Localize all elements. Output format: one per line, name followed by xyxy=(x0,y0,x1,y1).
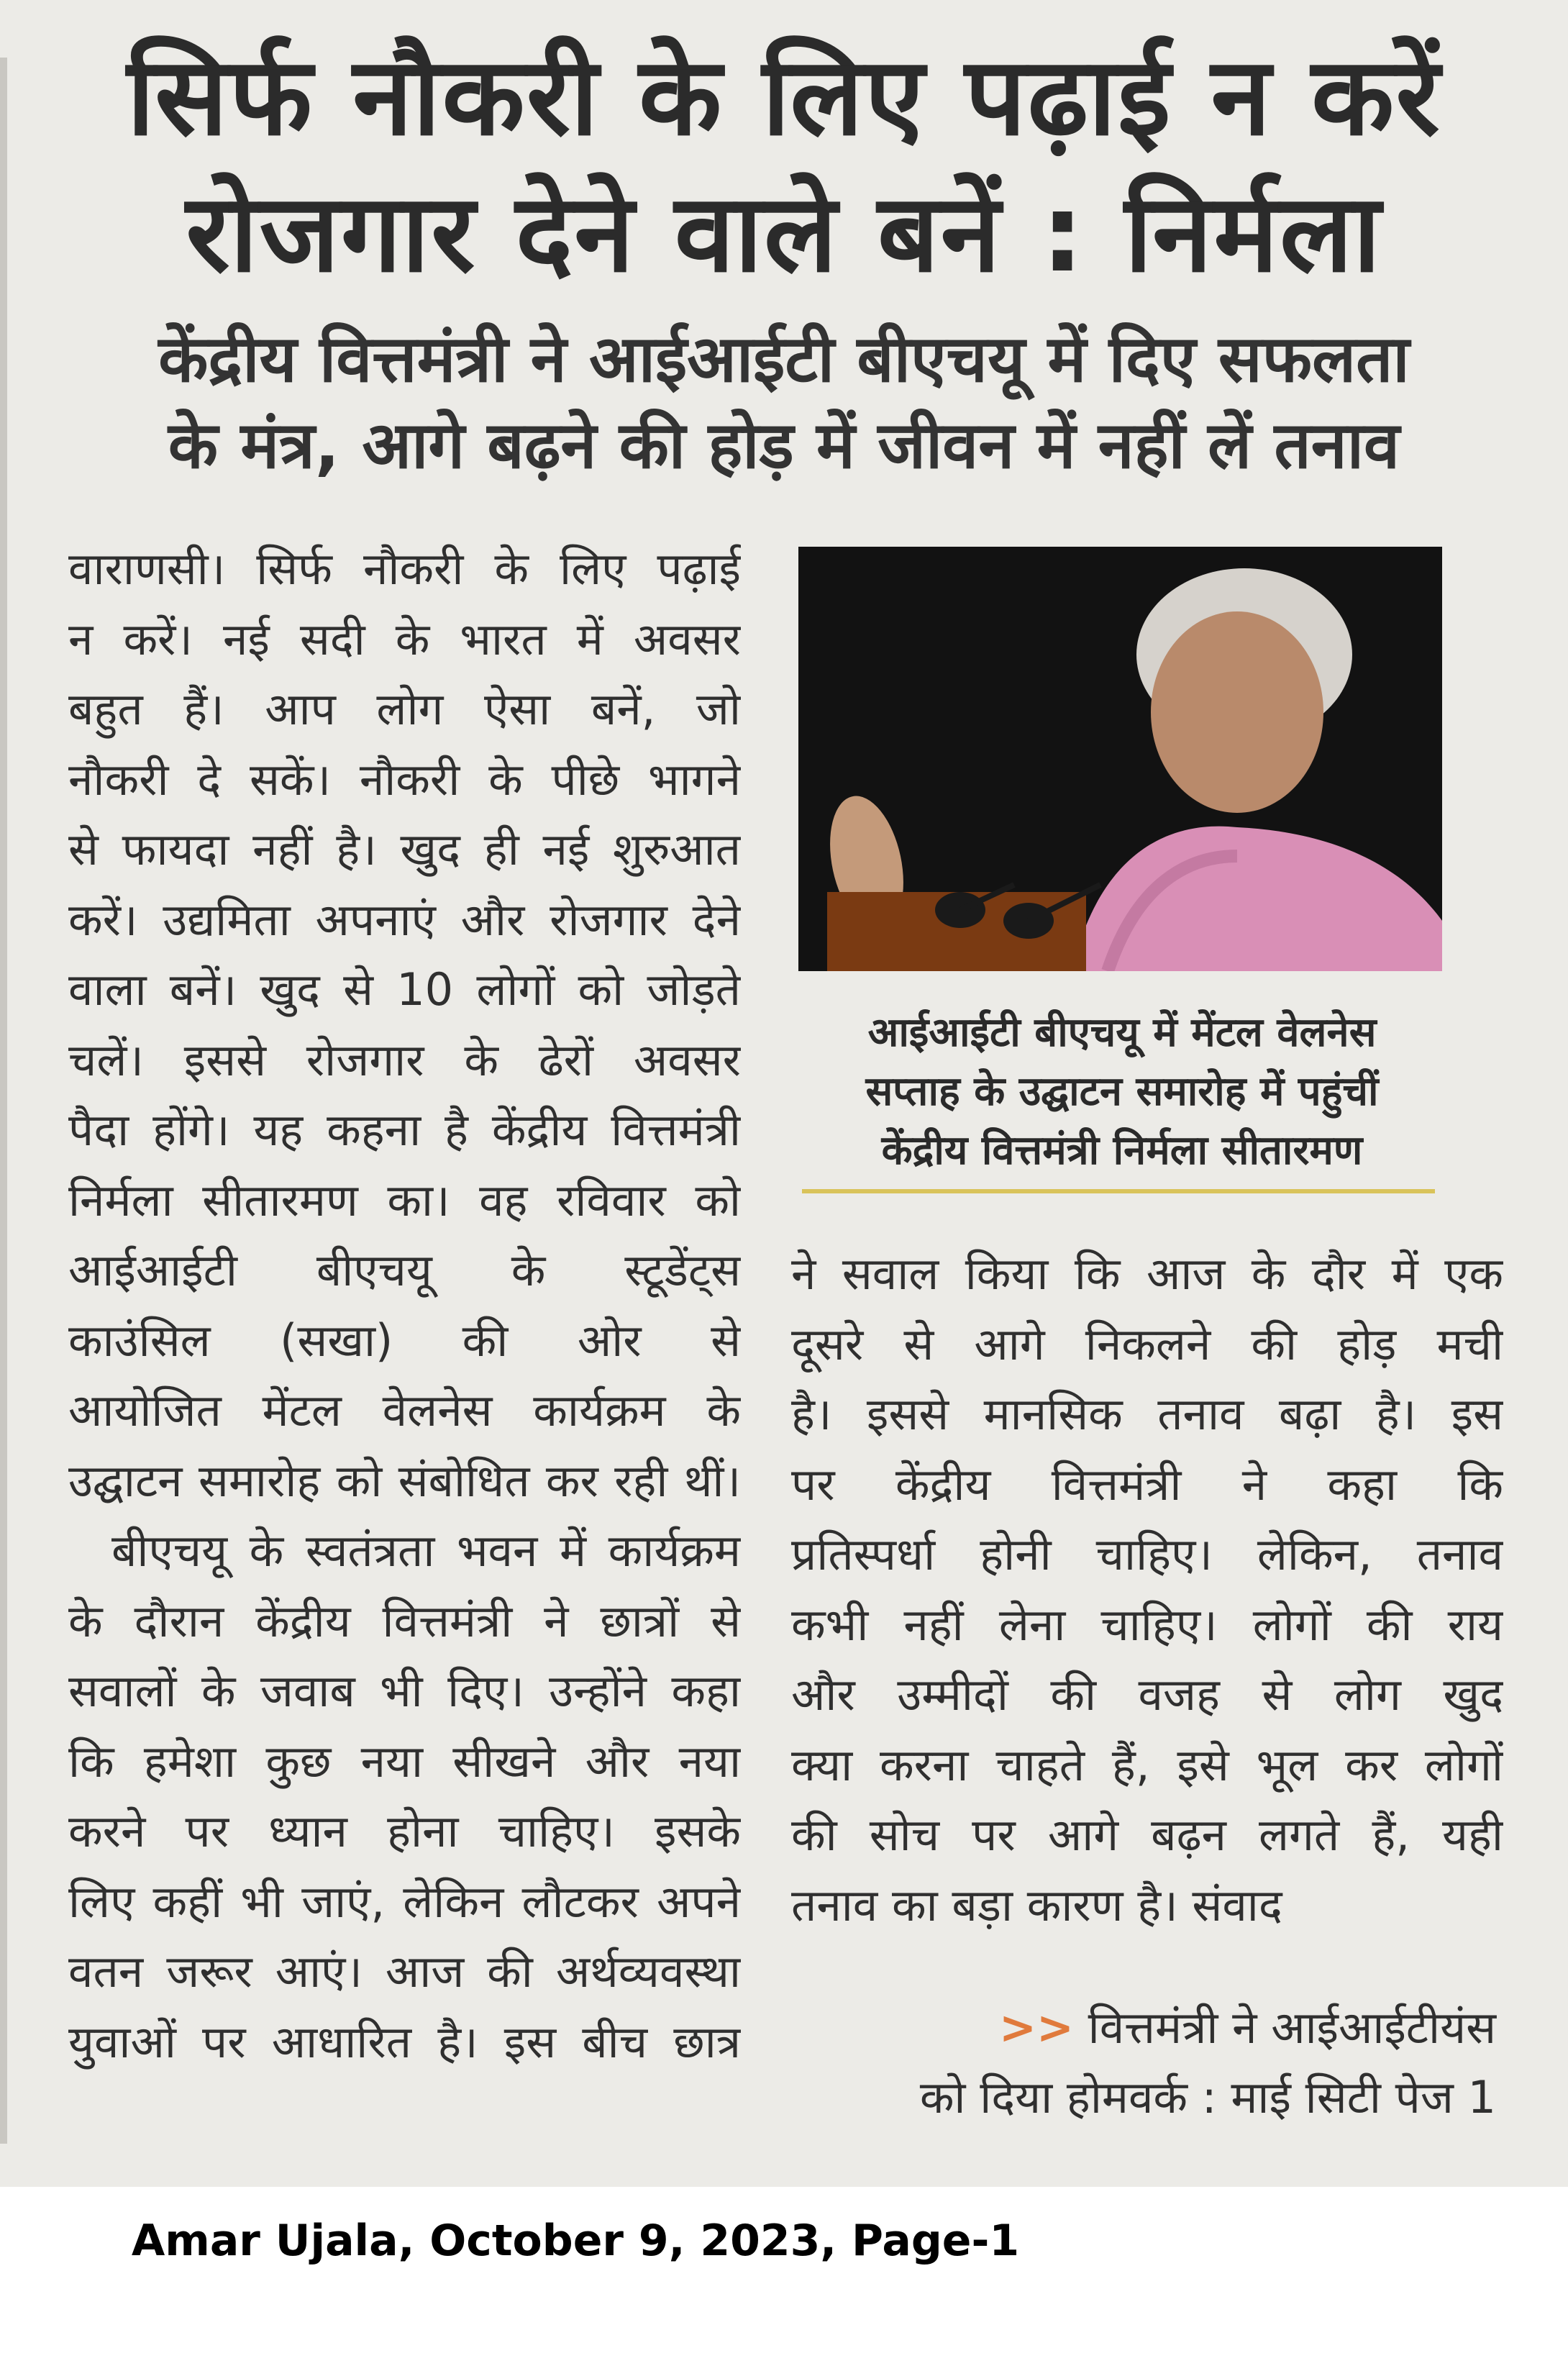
cross-reference-text-2: को दिया होमवर्क : माई सिटी पेज 1 xyxy=(919,2071,1496,2124)
body-line: चलें। इससे रोजगार के ढेरों अवसर xyxy=(68,1033,741,1086)
body-line: उद्घाटन समारोह को संबोधित कर रही थीं। xyxy=(68,1454,741,1507)
body-line: और उम्मीदों की वजह से लोग खुद xyxy=(791,1668,1503,1721)
source-citation: Amar Ujala, October 9, 2023, Page-1 xyxy=(131,2216,1020,2266)
body-line: कभी नहीं लेना चाहिए। लोगों की राय xyxy=(791,1598,1503,1651)
body-line: वाराणसी। सिर्फ नौकरी के लिए पढ़ाई xyxy=(68,542,741,595)
body-line: पर केंद्रीय वित्तमंत्री ने कहा कि xyxy=(791,1457,1503,1511)
body-line: की सोच पर आगे बढ़न लगते हैं, यही xyxy=(791,1808,1503,1861)
caption-underline xyxy=(802,1189,1435,1193)
body-line: क्या करना चाहते हैं, इसे भूल कर लोगों xyxy=(791,1738,1503,1791)
clipping-edge-shadow xyxy=(0,58,7,2144)
speaker-photo xyxy=(798,547,1442,971)
body-line: के दौरान केंद्रीय वित्तमंत्री ने छात्रों से xyxy=(68,1594,741,1647)
body-line: काउंसिल (सखा) की ओर से xyxy=(68,1314,741,1367)
body-line: दूसरे से आगे निकलने की होड़ मची xyxy=(791,1317,1503,1370)
subheadline-line-2: के मंत्र, आगे बढ़ने की होड़ में जीवन में नहीं लें तनाव xyxy=(168,408,1400,483)
body-line: बहुत हैं। आप लोग ऐसा बनें, जो xyxy=(68,683,741,735)
body-line: कि हमेशा कुछ नया सीखने और नया xyxy=(68,1734,741,1788)
body-line: है। इससे मानसिक तनाव बढ़ा है। इस xyxy=(791,1388,1503,1440)
body-line: पैदा होंगे। यह कहना है केंद्रीय वित्तमंत्री xyxy=(68,1103,741,1156)
body-line: करें। उद्यमिता अपनाएं और रोजगार देने xyxy=(68,893,741,946)
body-line: बीएचयू के स्वतंत्रता भवन में कार्यक्रम xyxy=(111,1524,741,1577)
headline-line-2: रोजगार देने वाले बनें : निर्मला xyxy=(186,171,1382,296)
cross-reference-line-1 xyxy=(791,1993,1496,2062)
cross-reference xyxy=(791,1993,1496,2132)
caption-line: आईआईटी बीएचयू में मेंटल वेलनेस xyxy=(867,1009,1377,1056)
body-line: नौकरी दे सकें। नौकरी के पीछे भागने xyxy=(68,752,741,806)
body-line: निर्मला सीतारमण का। वह रविवार को xyxy=(68,1173,741,1227)
cross-reference-text-1: वित्तमंत्री ने आईआईटीयंस xyxy=(1088,2001,1496,2054)
body-line: युवाओं पर आधारित है। इस बीच छात्र xyxy=(68,2015,741,2068)
subheadline-line-1: केंद्रीय वित्तमंत्री ने आईआईटी बीएचयू में दिए सफलता xyxy=(158,322,1410,397)
body-line: आईआईटी बीएचयू के स्टूडेंट्स xyxy=(68,1244,741,1296)
body-line: से फायदा नहीं है। खुद ही नई शुरुआत xyxy=(68,823,741,875)
body-line: प्रतिस्पर्धा होनी चाहिए। लेकिन, तनाव xyxy=(791,1528,1503,1580)
source-footer xyxy=(0,2216,1568,2266)
body-line: करने पर ध्यान होना चाहिए। इसके xyxy=(68,1805,741,1857)
double-arrow-icon: >> xyxy=(999,2001,1074,2054)
body-line: लिए कहीं भी जाएं, लेकिन लौटकर अपने xyxy=(68,1875,741,1928)
body-line: न करें। नई सदी के भारत में अवसर xyxy=(68,612,741,665)
article-body-right-column xyxy=(791,1239,1503,1940)
article-body-left-column xyxy=(68,534,741,2077)
caption-line: सप्ताह के उद्घाटन समारोह में पहुंचीं xyxy=(865,1068,1379,1115)
photo-caption xyxy=(791,1004,1453,1180)
body-line: वाला बनें। खुद से 10 लोगों को जोड़ते xyxy=(68,963,741,1016)
speaker-photo-illustration xyxy=(798,547,1442,971)
caption-line: केंद्रीय वित्तमंत्री निर्मला सीतारमण xyxy=(881,1127,1363,1174)
body-line: ने सवाल किया कि आज के दौर में एक xyxy=(791,1247,1503,1300)
body-line: वतन जरूर आएं। आज की अर्थव्यवस्था xyxy=(68,1945,741,1998)
body-line: तनाव का बड़ा कारण है। संवाद xyxy=(791,1878,1282,1931)
body-line: सवालों के जवाब भी दिए। उन्होंने कहा xyxy=(68,1665,741,1717)
body-line: आयोजित मेंटल वेलनेस कार्यक्रम के xyxy=(68,1384,741,1437)
headline-line-1: सिर्फ नौकरी के लिए पढ़ाई न करें xyxy=(127,35,1441,160)
